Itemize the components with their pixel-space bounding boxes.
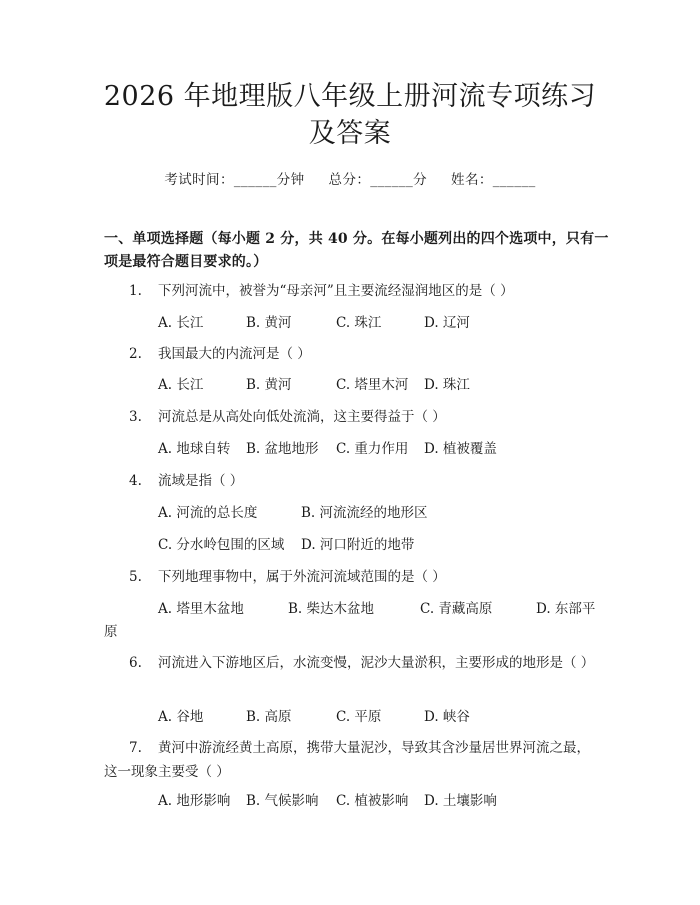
exam-time-label: 考试时间：______分钟	[164, 172, 305, 188]
section-heading: 一、单项选择题（每小题 2 分，共 40 分。在每小题列出的四个选项中，只有一项是最符合题目要求的。）	[104, 231, 609, 270]
question-1	[104, 279, 602, 303]
question-stem: 河流总是从高处向低处流淌，这主要得益于（ ）	[158, 409, 446, 425]
total-score-label: 总分：______分	[328, 172, 428, 188]
option-c: C. 平原	[336, 709, 382, 725]
question-number: 4.	[129, 473, 142, 489]
option-d: D. 辽河	[424, 315, 470, 331]
option-a: A. 长江	[158, 377, 204, 393]
exam-info	[0, 168, 700, 188]
option-a: A. 塔里木盆地	[158, 601, 244, 617]
option-c: C. 珠江	[336, 315, 382, 331]
option-b: B. 高原	[246, 709, 292, 725]
option-c: C. 塔里木河	[336, 377, 409, 393]
page-title: 2026 年地理版八年级上册河流专项练习及答案	[103, 81, 597, 149]
option-c: C. 分水岭包围的区域	[158, 537, 285, 553]
option-b: B. 河流流经的地形区	[301, 505, 428, 521]
option-a: A. 谷地	[158, 709, 204, 725]
option-b: B. 黄河	[246, 315, 292, 331]
option-d-continuation: 原	[104, 624, 118, 640]
option-c: C. 植被影响	[336, 793, 409, 809]
question-number: 6.	[129, 655, 142, 671]
question-2	[104, 342, 602, 366]
question-3	[104, 405, 602, 429]
question-stem: 河流进入下游地区后，水流变慢，泥沙大量淤积，主要形成的地形是（ ）	[158, 655, 595, 671]
option-c: C. 青藏高原	[420, 601, 493, 617]
option-d: D. 珠江	[424, 377, 470, 393]
question-stem: 下列地理事物中，属于外流河流域范围的是（ ）	[158, 569, 446, 585]
question-stem: 下列河流中，被誉为“母亲河”且主要流经湿润地区的是（ ）	[158, 283, 514, 299]
option-d: D. 河口附近的地带	[301, 537, 415, 553]
question-5	[104, 565, 602, 589]
question-stem: 流域是指（ ）	[158, 473, 244, 489]
question-number: 3.	[129, 409, 142, 425]
option-a: A. 河流的总长度	[158, 505, 258, 521]
question-number: 7.	[129, 740, 142, 756]
option-d: D. 峡谷	[424, 709, 470, 725]
option-c: C. 重力作用	[336, 441, 409, 457]
option-d: D. 东部平	[536, 601, 596, 617]
option-a: A. 长江	[158, 315, 204, 331]
option-d: D. 植被覆盖	[424, 441, 497, 457]
question-number: 5.	[129, 569, 142, 585]
option-b: B. 盆地地形	[246, 441, 319, 457]
option-b: B. 黄河	[246, 377, 292, 393]
option-a: A. 地球自转	[158, 441, 231, 457]
question-number: 2.	[129, 346, 142, 362]
option-d: D. 土壤影响	[424, 793, 497, 809]
question-7	[104, 736, 602, 784]
question-stem: 黄河中游流经黄土高原，携带大量泥沙，导致其含沙量居世界河流之最，这一现象主要受（ ）	[104, 740, 590, 780]
question-4	[104, 469, 602, 493]
question-stem: 我国最大的内流河是（ ）	[158, 346, 311, 362]
question-6	[104, 651, 602, 675]
option-b: B. 气候影响	[246, 793, 319, 809]
option-a: A. 地形影响	[158, 793, 231, 809]
student-name-label: 姓名：______	[451, 172, 536, 188]
option-b: B. 柴达木盆地	[288, 601, 375, 617]
question-number: 1.	[129, 283, 142, 299]
